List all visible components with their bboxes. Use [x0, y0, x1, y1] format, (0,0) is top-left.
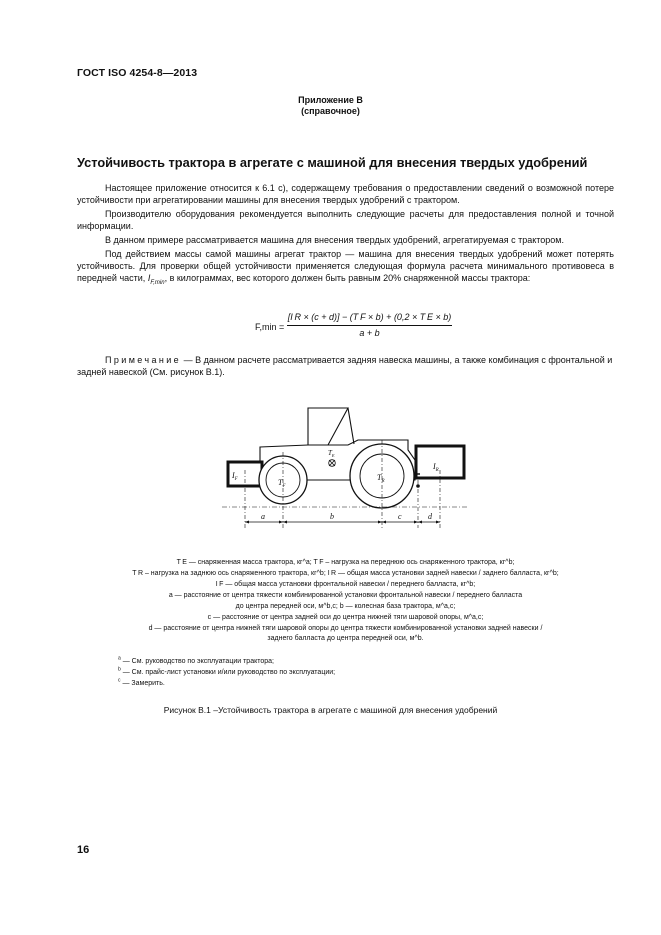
paragraph-3: В данном примере рассматривается машина для внесения твердых удобрений, агрегатируемая с трактором. [105, 235, 564, 245]
formula-numerator: [I R × (c + d)] − (T F × b) + (0,2 × T E × b) [287, 312, 452, 322]
label-rear-implement: I [433, 462, 436, 471]
legend-line-3: I F — общая масса установки фронтальной навески / переднего балласта, кг^b; [215, 581, 476, 588]
legend-line-2: T R – нагрузка на заднюю ось снаряженного трактора, кг^b; I R — общая масса установки задней навески / заднего балласта, кг^b; [132, 570, 559, 577]
legend-line-4: a — расстояние от центра тяжести комбинированной установки фронтальной навески / переднего балласта [168, 592, 523, 599]
label-front-wheel: T [278, 478, 283, 487]
legend-line-8: заднего балласта до центра передней оси, м^b. [267, 635, 424, 642]
label-tractor-cg: T [328, 449, 332, 457]
dim-a-label: a [261, 512, 265, 521]
svg-text:IF: $I_F$ [232, 471, 238, 482]
label-front-ballast: I [232, 471, 235, 480]
legend-line-7: d — расстояние от центра нижней тяги шаровой опоры до центра тяжести комбинированной установки задней навески / [148, 625, 543, 632]
formula [255, 312, 455, 346]
dim-d-label: d [428, 512, 432, 521]
svg-text:IR: $I_R$ [433, 462, 439, 473]
legend-line-1: T E — снаряженная масса трактора, кг^a; T F – нагрузка на переднюю ось снаряженного трактора, кг^b; [176, 559, 515, 566]
footnote-c: $^c$ — Замерить. [118, 677, 165, 687]
svg-text:TR: $T_R$ [377, 473, 385, 484]
tractor-diagram [220, 400, 470, 530]
paragraph-4: Под действием массы самой машины агрегат трактор — машина для внесения твердых удобрений может потерять устойчивость. Для проверки общей устойчивости применяется следующая формула расчета минимального противовеса в передней части, $I_{F,min}$, в килограммах, вес которого должен быть равным 20% снаряженной массы трактора: [77, 249, 614, 286]
dim-c-label: c [398, 512, 402, 521]
body-text [77, 182, 614, 286]
legend-line-5: до центра передней оси, м^b,c; b — колесная база трактора, м^a,c; [235, 603, 456, 610]
svg-text:TF: $T_F$ [278, 478, 286, 489]
legend-line-6: c — расстояние от центра задней оси до центра нижней тяги шаровой опоры, м^a,c; [207, 614, 484, 621]
annex-title: Приложение В [298, 95, 363, 105]
paragraph-2: Производителю оборудования рекомендуется выполнить следующие расчеты для предоставления полной и точной информации. [77, 209, 614, 231]
note-label: Примечание [105, 355, 182, 365]
document-header: ГОСТ ISO 4254-8—2013 [77, 67, 198, 79]
figure-caption: Рисунок В.1 –Устойчивость трактора в агрегате с машиной для внесения удобрений [163, 705, 498, 715]
footnote-a: $^a$ — См. руководство по эксплуатации трактора; [118, 655, 274, 665]
annex-subtitle: (справочное) [301, 106, 360, 116]
fraction-bar [287, 325, 452, 326]
section-title: Устойчивость трактора в агрегате с машиной для внесения твердых удобрений [77, 155, 588, 170]
formula-lhs: F,min = [255, 322, 285, 332]
paragraph-1: Настоящее приложение относится к 6.1 с), содержащему требования о предоставлении сведений о возможной потере устойчивости при агрегатировании машины для внесения твердых удобрений с трактором. [77, 183, 614, 205]
dim-b-label: b [330, 512, 334, 521]
footnote-b: $^b$ — См. прайс-лист установки и/или руководство по эксплуатации; [118, 666, 336, 676]
note-text: — В данном расчете рассматривается задняя навеска машины, а также комбинация с фронтальной и задней навеской (См. рисунок В.1). [77, 355, 613, 377]
note [77, 354, 614, 378]
label-rear-wheel: T [377, 473, 382, 482]
formula-denominator: a + b [359, 328, 380, 338]
page-number: 16 [77, 844, 90, 856]
svg-text:TE: $T_E$ [328, 449, 335, 458]
tractor-cab [308, 408, 348, 445]
